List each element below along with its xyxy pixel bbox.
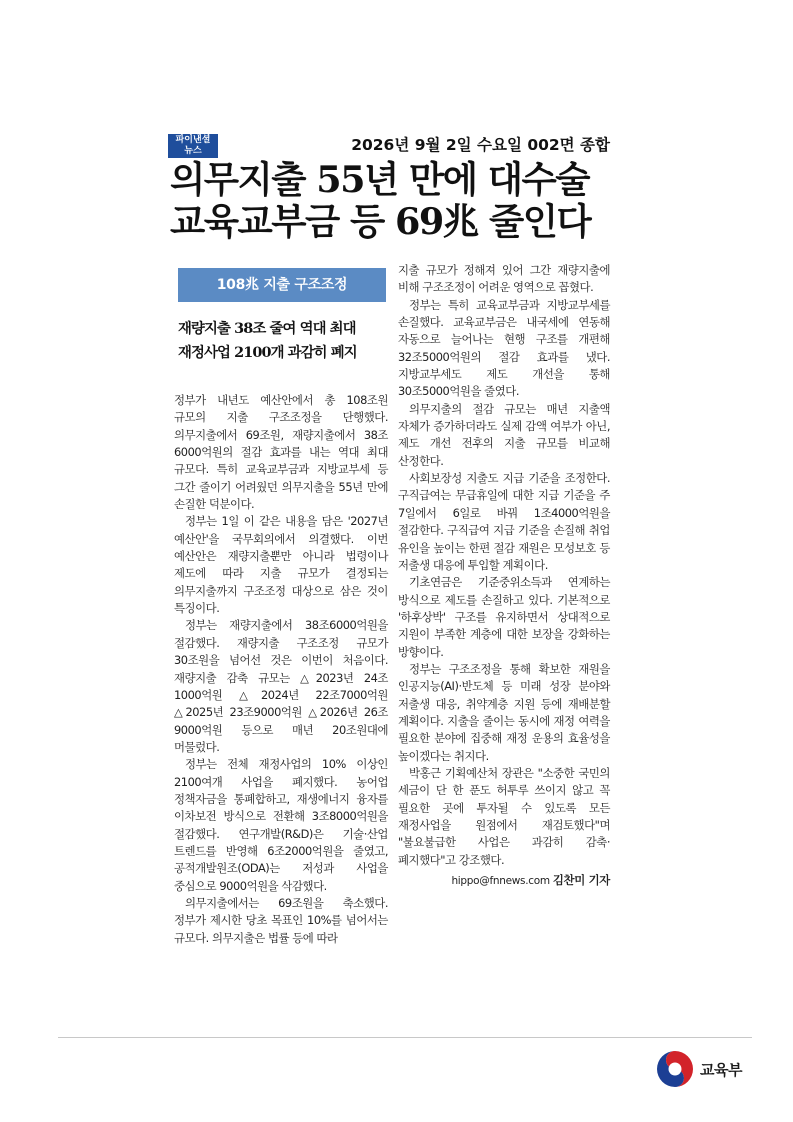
article-column-right [398,262,610,890]
reporter-email: hippo@fnnews.com [451,875,550,888]
byline [398,872,610,890]
paragraph: 기초연금은 기준중위소득과 연계하는 방식으로 제도를 손질하고 있다. 기본적으로 '하후상박' 구조를 유지하면서 상대적으로 지원이 부족한 계층에 대한 보장을 강화하는 방향이다. [398,575,610,659]
paragraph: 정부는 1일 이 같은 내용을 담은 '2027년 예산안'을 국무회의에서 의결했다. 이번 예산안은 재량지출뿐만 아니라 법령이나 제도에 따라 지출 규모가 결정되는 의무지출까지 구조조정 대상으로 삼은 것이 특징이다. [174,514,388,616]
paragraph: 정부는 특히 교육교부금과 지방교부세를 손질했다. 교육교부금은 내국세에 연동해 자동으로 늘어나는 현행 구조를 개편해 32조5000억원의 절감 효과를 냈다. 지방교부세도 제도 개선을 통해 30조5000억원을 줄였다. [398,297,610,399]
subheadline-line1: 재량지출 38조 줄여 역대 최대 [178,320,356,337]
ministry-name: 교육부 [700,1060,742,1079]
paragraph: 사회보장성 지출도 지급 기준을 조정한다. 구직급여는 무급휴일에 대한 지급 기준을 주 7일에서 6일로 바꿔 1조4000억원을 절감한다. 구직급여 지급 기준을 손질해 취업 유인을 높이는 한편 절감 재원은 모성보호 등 저출생 대응에 투입할 계획이다. [398,471,610,572]
paragraph: 지출 규모가 정해져 있어 그간 재량지출에 비해 구조조정이 어려운 영역으로 꼽혔다. [398,263,610,295]
paragraph: 정부는 구조조정을 통해 확보한 재원을 인공지능(AI)·반도체 등 미래 성장 분야와 저출생 대응, 취약계층 지원 등에 재배분할 계획이다. 지출을 줄이는 동시에 재정 여력을 필요한 분야에 집중해 재정 운용의 효율성을 높이겠다는 취지다. [398,661,610,763]
subheadline [178,317,388,365]
headline-line1: 의무지출 55년 만에 대수술 [170,158,590,201]
dateline: 2026년 9월 2일 수요일 002면 종합 [351,136,610,154]
paragraph: 정부가 내년도 예산안에서 총 108조원 규모의 지출 구조조정을 단행했다. 의무지출에서 69조원, 재량지출에서 38조 6000억원의 절감 효과를 내는 역대 최대 규모다. 특히 교육교부금과 지방교부세 등 그간 줄이기 어려웠던 의무지출을 55년 만에 손질한 덕분이다. [174,393,388,512]
section-tag: 108兆 지출 구조조정 [178,268,386,302]
taegeuk-icon [657,1051,693,1087]
paragraph: 의무지출에서는 69조원을 축소했다. 정부가 제시한 당초 목표인 10%를 넘어서는 규모다. 의무지출은 법률 등에 따라 [174,895,388,945]
paragraph: 정부는 전체 재정사업의 10% 이상인 2100여개 사업을 폐지했다. 농어업 정책자금을 통폐합하고, 재생에너지 융자를 이차보전 방식으로 전환해 3조8000억원을 절감했다. 연구개발(R&D)은 기술·산업 트렌드를 반영해 6조2000억원을 줄였고, 공적개발원조(ODA)는 저성과 사업을 중심으로 9000억원을 삭감했다. [174,757,388,893]
logo-line2: 뉴스 [184,146,202,156]
subheadline-line2: 재정사업 2100개 과감히 폐지 [178,344,357,361]
reporter-name: 김찬미 기자 [552,873,610,888]
logo-line1: 파이낸셜 [175,135,211,145]
article-column-left [174,262,388,947]
fnnews-logo [168,134,218,158]
paragraph: 박홍근 기획예산처 장관은 "소중한 국민의 세금이 단 한 푼도 허투루 쓰이지 않고 꼭 필요한 곳에 투자될 수 있도록 모든 재정사업을 원점에서 재검토했다"며 "불요불급한 사업은 과감히 감축·폐지했다"고 강조했다. [398,765,610,867]
paragraph: 정부는 재량지출에서 38조6000억원을 절감했다. 재량지출 구조조정 규모가 30조원을 넘어선 것은 이번이 처음이다. 재량지출 감축 규모는 △2023년 24조 1000억원 △2024년 22조7000억원 △2025년 23조9000억원 △2026년 26조 9000억원 등으로 매년 20조원대에 머물렀다. [174,618,388,754]
headline-line2: 교육교부금 등 69兆 줄인다 [170,200,591,243]
paragraph: 의무지출의 절감 규모는 매년 지출액 자체가 증가하더라도 실제 감액 여부가 아닌, 제도 개선 전후의 지출 규모를 비교해 산정한다. [398,401,610,468]
ministry-logo [657,1051,742,1087]
footer-divider [58,1037,752,1038]
